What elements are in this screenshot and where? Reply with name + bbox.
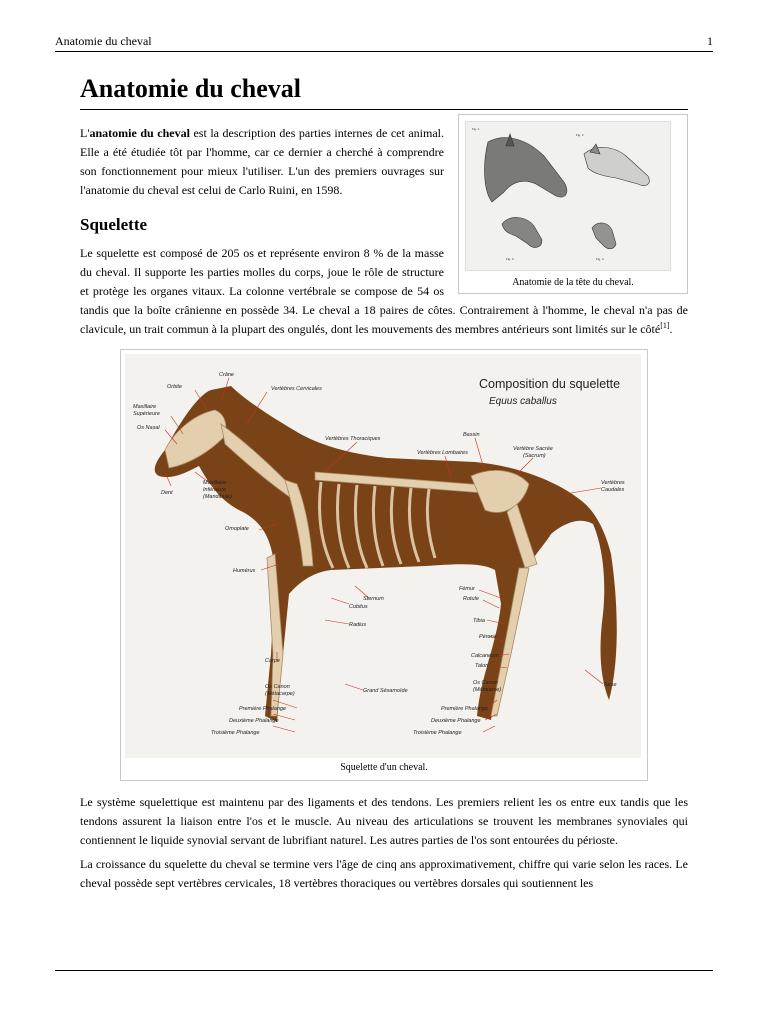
label-femur: Fémur [459,586,475,592]
label-omoplate: Omoplate [225,526,249,532]
svg-text:Fig. 2: Fig. 2 [576,133,584,137]
label-troisieme-phalange-post: Troisième Phalange [413,730,462,736]
skeleton-paragraph-2: Le système squelettique est maintenu par des ligaments et des tendons. Les premiers relient les os entre eux tandis que les tendons assurent la liaison entre l'os et le muscle. Au niveau des articulations se trouvent les membranes synoviales qui contiennent le liquide synovial servant de lubrifiant naturel. Les autres parties de l'os sont entourées du périoste. [80,795,688,847]
label-perone: Péroné [479,634,497,640]
label-sternum: Sternum [363,596,384,602]
label-talon: Talon [475,663,489,669]
label-deuxieme-phalange-post: Deuxième Phalange [431,718,481,724]
running-header [55,34,713,49]
label-radius: Radius [349,622,367,628]
label-maxillaire-inf-3: (Mandibule) [203,494,233,500]
skeleton-image [125,354,641,758]
label-tibia: Tibia [473,618,485,624]
label-dent: Dent [161,490,173,496]
intro-rest: est la description des parties internes de cet animal. Elle a été étudiée tôt par l'homme, car ce dernier a cherché à comprendre son fonctionnement pour mieux l'utiliser. L'un des premiers ouvrages sur l'anatomie du cheval est celui de Carlo Ruini, en 1598. [80,126,445,197]
label-vert-lombaires: Vertèbres Lombaires [417,450,468,456]
head-anatomy-figure [458,114,688,294]
label-rotule: Rotule [463,596,479,602]
label-maxillaire-sup-1: Maxillaire [133,404,157,410]
skeleton-diagram [125,354,641,758]
svg-text:Fig. 3: Fig. 3 [506,257,514,261]
label-humerus: Humérus [233,568,256,574]
svg-text:Fig. 4: Fig. 4 [596,257,604,261]
label-vert-thoraciques: Vertèbres Thoraciques [325,436,381,442]
reference-link[interactable]: [1] [660,321,670,330]
label-bassin: Bassin [463,432,480,438]
label-tarse: Tarse [603,682,617,688]
label-premiere-phalange-ant: Première Phalange [239,706,287,712]
label-os-canon-post-1: Os Canon [473,680,498,686]
skeleton-figure [120,349,648,781]
head-anatomy-image [465,121,671,271]
label-maxillaire-inf-1: Maxillaire [203,480,227,486]
footer-rule [55,970,713,971]
label-deuxieme-phalange-ant: Deuxième Phalange [229,718,279,724]
label-os-canon-ant-2: (Métacarpe) [265,691,295,697]
page-title: Anatomie du cheval [80,72,688,110]
skeleton-caption: Squelette d'un cheval. [340,762,428,773]
label-premiere-phalange-post: Première Phalange [441,706,489,712]
diagram-title-line2: Equus caballus [489,396,557,407]
label-vert-cervicales: Vertèbres Cervicales [271,386,322,392]
label-vert-caudales-2: Caudales [601,487,625,493]
label-grand-sesamoide: Grand Sésamoïde [363,688,408,694]
diagram-title-line1: Composition du squelette [479,377,621,391]
label-crane: Crâne [219,372,234,378]
skeleton-paragraph-3: La croissance du squelette du cheval se termine vers l'âge de cinq ans approximativement, chiffre qui varie selon les races. Le cheval possède sept vertèbres cervicales, 18 vertèbres thoraciques ou vertèbres dorsales qui soutiennent les [80,857,688,890]
svg-text:Fig. 1: Fig. 1 [472,127,480,131]
running-header-title: Anatomie du cheval [55,34,152,48]
label-carpe: Carpe [265,658,280,664]
head-anatomy-drawing [466,122,670,270]
skeleton-paragraph-1-text: Le squelette est composé de 205 os et représente environ 8 % de la masse du cheval. Il supporte les parties molles du corps, joue le rôle de structure et protège les organes vitaux. La colonne vertébrale se compose de 54 os tandis que la boîte crânienne en possède 34. Le cheval a 18 paires de côtes. Contrairement à l'homme, le cheval n'a pas de clavicule, un trait commun à la plupart des ongulés, dont les mouvements des membres antérieurs sont limités sur le côté [80,246,688,336]
label-vert-sacrees-2: (Sacrum) [523,453,546,459]
label-vert-sacrees-1: Vertèbre Sacrée [513,446,553,452]
head-anatomy-caption: Anatomie de la tête du cheval. [512,277,634,288]
page-number: 1 [707,34,713,48]
intro-bold-term: anatomie du cheval [89,126,190,140]
label-os-canon-post-2: (Métatarse) [473,687,502,693]
label-calcaneum: Calcaneum [471,653,499,659]
label-maxillaire-inf-2: Inférieure [203,487,227,493]
label-orbite: Orbite [167,384,182,390]
label-os-canon-ant-1: Os Canon [265,684,290,690]
section-heading-squelette: Squelette [80,215,148,234]
skeleton-paragraph-1-end: . [669,322,673,336]
header-rule [55,51,713,52]
intro-prefix: L' [80,126,90,140]
label-maxillaire-sup-2: Supérieure [133,411,160,417]
label-cubitus: Cubitus [349,604,368,610]
label-vert-caudales-1: Vertèbres [601,480,625,486]
article-body [80,72,688,898]
label-os-nasal: Os Nasal [137,425,160,431]
label-troisieme-phalange-ant: Troisième Phalange [211,730,260,736]
